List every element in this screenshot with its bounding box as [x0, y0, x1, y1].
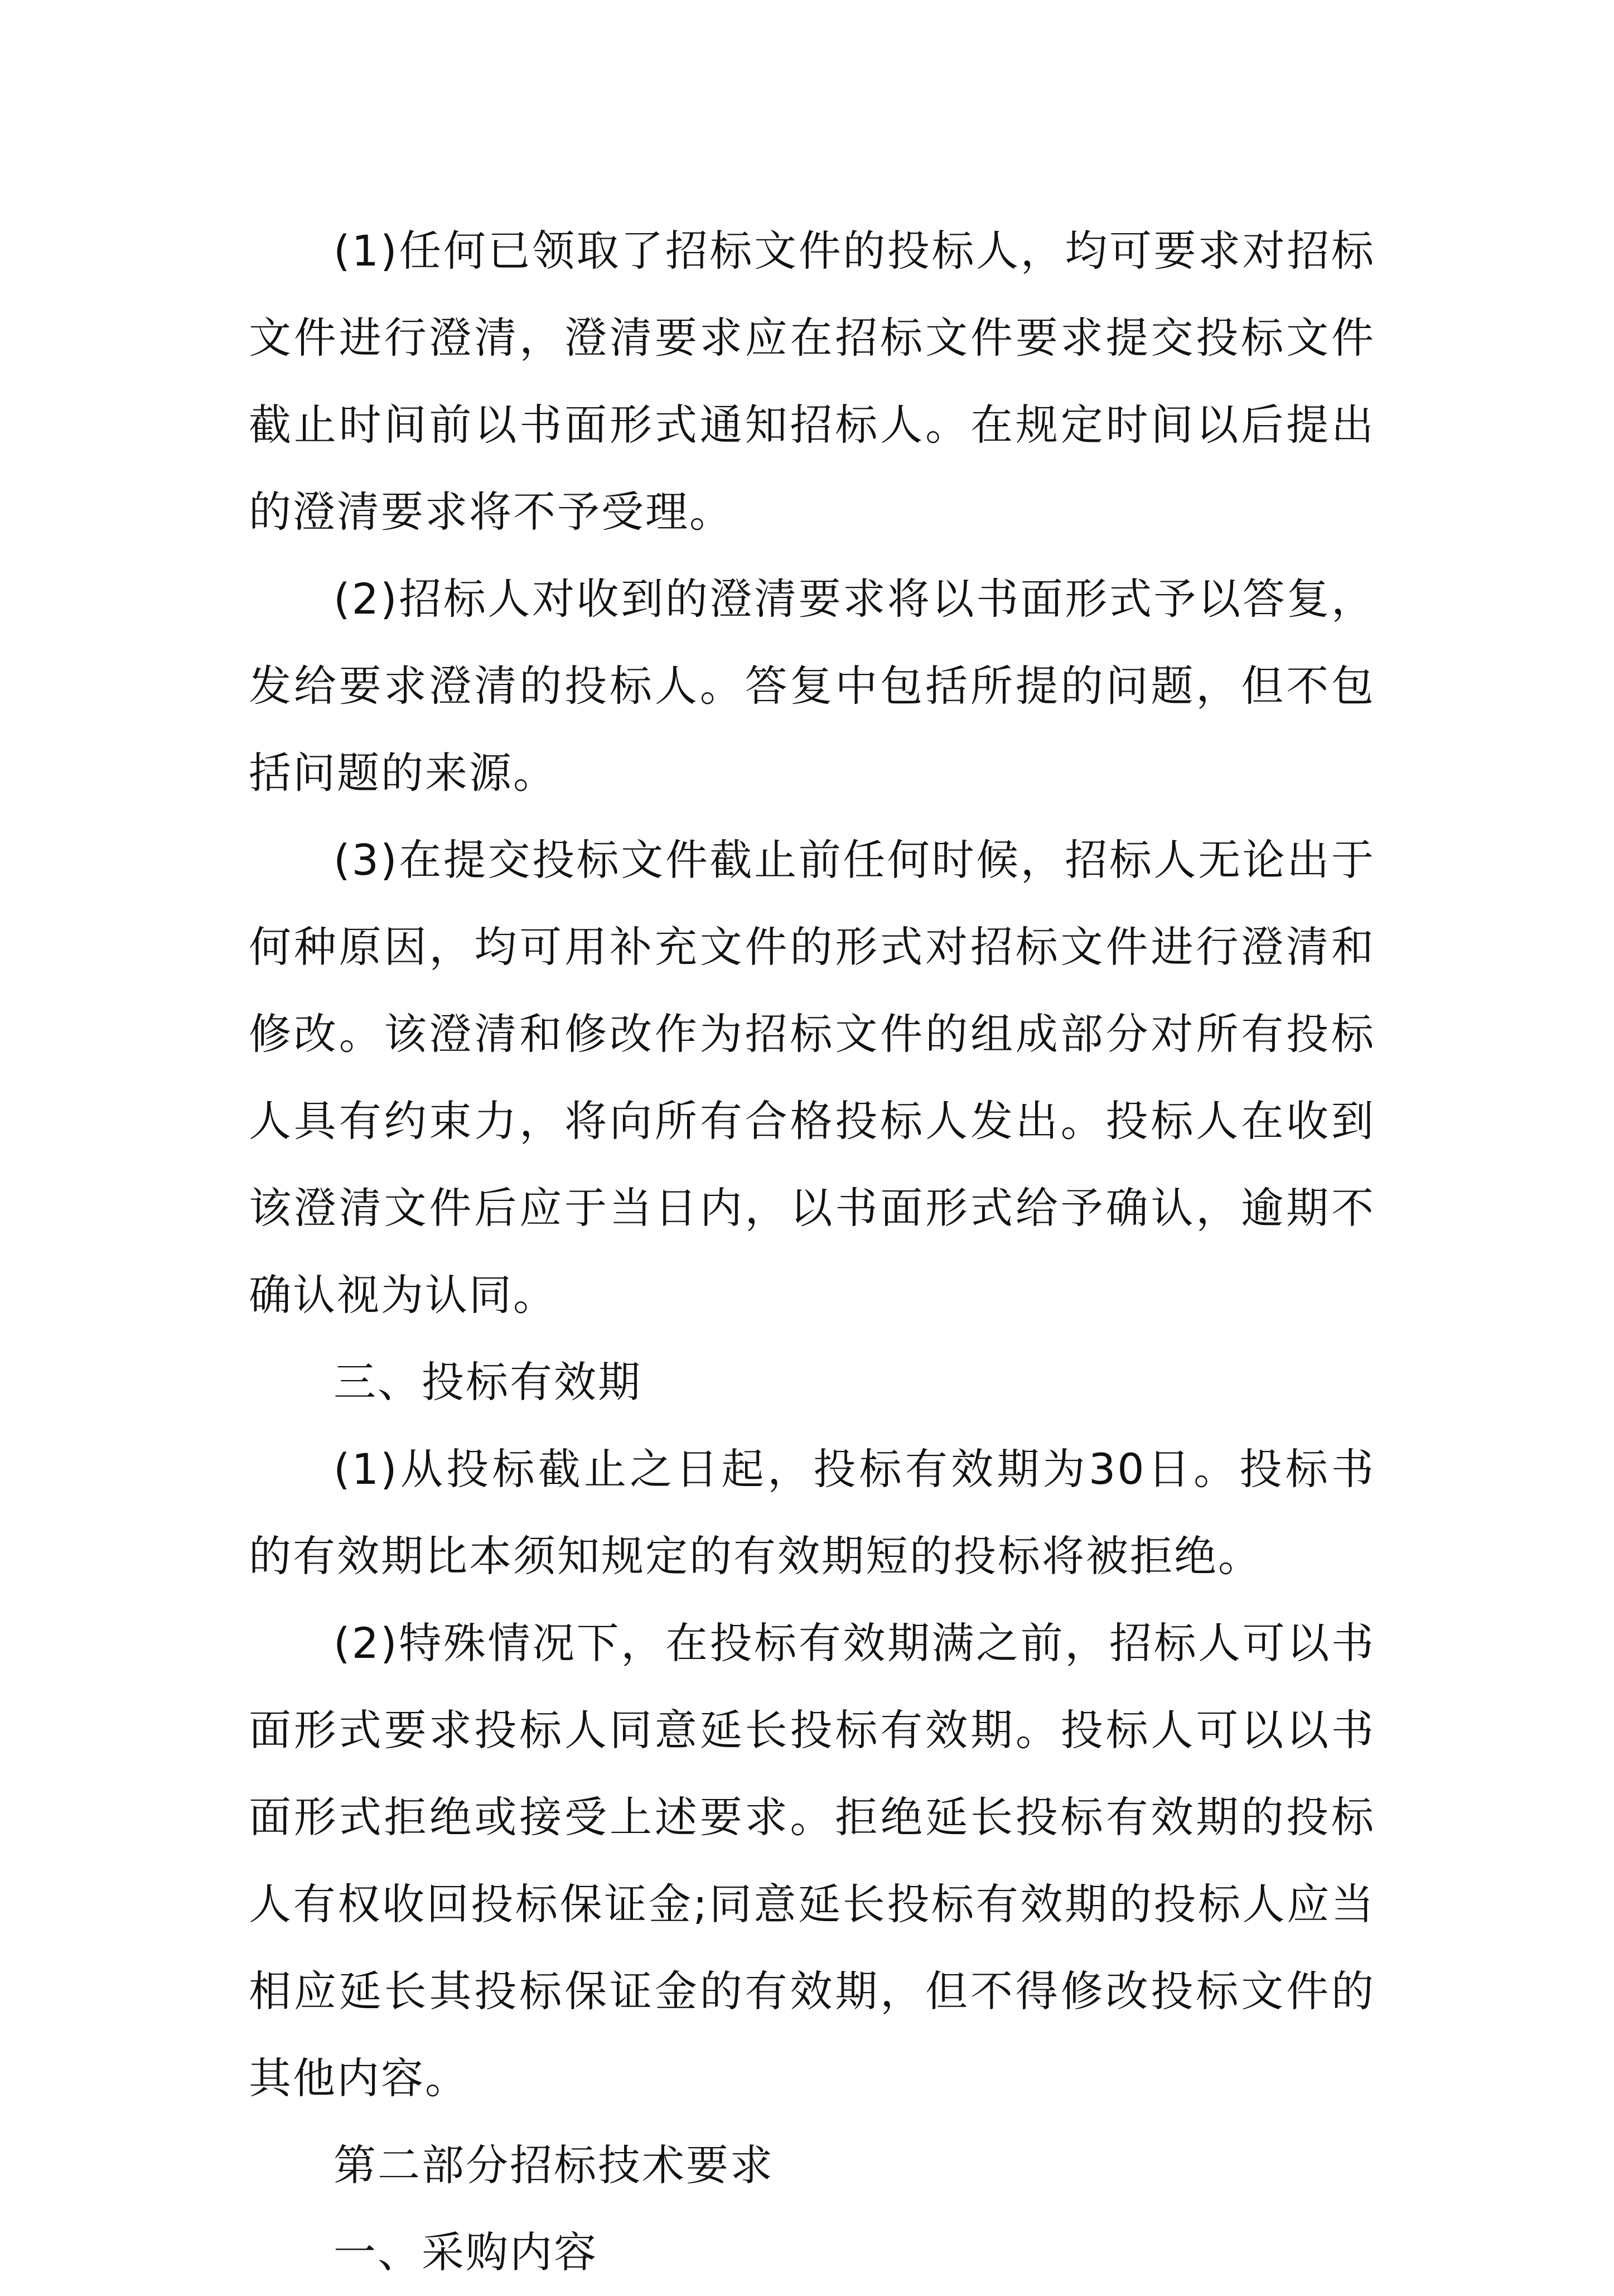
document-body: [249, 208, 1375, 2296]
clarification-paragraph-2: (2)招标人对收到的澄清要求将以书面形式予以答复，发给要求澄清的投标人。答复中包括所提的问题，但不包括问题的来源。: [249, 574, 1375, 798]
section-heading-procurement-content: 一、采购内容: [334, 2227, 598, 2277]
part-two-heading: 第二部分招标技术要求: [334, 2140, 774, 2190]
section-heading-bid-validity: 三、投标有效期: [334, 1357, 642, 1407]
bid-validity-paragraph-2: (2)特殊情况下，在投标有效期满之前，招标人可以书面形式要求投标人同意延长投标有效期。投标人可以以书面形式拒绝或接受上述要求。拒绝延长投标有效期的投标人有权收回投标保证金;同意延长投标有效期的投标人应当相应延长其投标保证金的有效期，但不得修改投标文件的其他内容。: [249, 1618, 1375, 2103]
clarification-paragraph-3: (3)在提交投标文件截止前任何时候，招标人无论出于何种原因，均可用补充文件的形式对招标文件进行澄清和修改。该澄清和修改作为招标文件的组成部分对所有投标人具有约束力，将向所有合格投标人发出。投标人在收到该澄清文件后应于当日内，以书面形式给予确认，逾期不确认视为认同。: [249, 835, 1375, 1320]
clarification-paragraph-1: (1)任何已领取了招标文件的投标人，均可要求对招标文件进行澄清，澄清要求应在招标文件要求提交投标文件截止时间前以书面形式通知招标人。在规定时间以后提出的澄清要求将不予受理。: [249, 226, 1375, 537]
bid-validity-paragraph-1: (1)从投标截止之日起，投标有效期为30日。投标书的有效期比本须知规定的有效期短的投标将被拒绝。: [249, 1444, 1375, 1581]
